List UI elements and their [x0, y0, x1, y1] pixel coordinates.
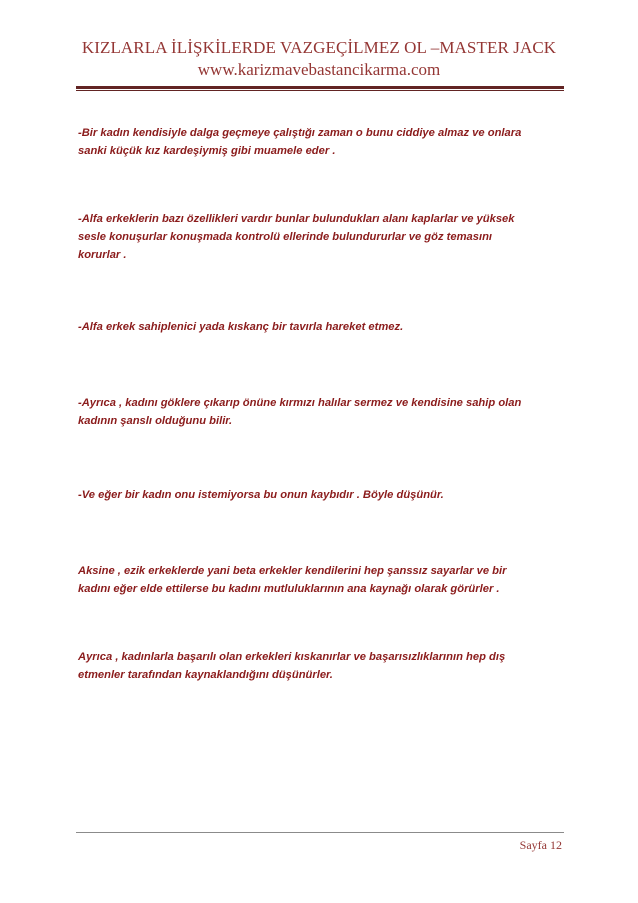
paragraph-6	[78, 562, 568, 598]
paragraph-line: korurlar .	[78, 249, 127, 261]
paragraph-5	[78, 486, 568, 504]
footer-divider	[76, 832, 564, 833]
paragraph-3	[78, 318, 568, 336]
header-divider-thick	[76, 86, 564, 89]
paragraph-7	[78, 648, 568, 684]
paragraph-line: kadının şanslı olduğunu bilir.	[78, 415, 233, 427]
paragraph-line: sesle konuşurlar konuşmada kontrolü ellerinde bulundururlar ve göz temasını	[78, 231, 493, 243]
paragraph-line: kadını eğer elde ettilerse bu kadını mutluluklarının ana kaynağı olarak görürler .	[78, 583, 500, 595]
paragraph-line: sanki küçük kız kardeşiymiş gibi muamele eder .	[78, 145, 336, 157]
paragraph-line: -Ayrıca , kadını göklere çıkarıp önüne kırmızı halılar sermez ve kendisine sahip olan	[78, 397, 522, 409]
paragraph-line: Aksine , ezik erkeklerde yani beta erkekler kendilerini hep şanssız sayarlar ve bir	[78, 565, 507, 577]
paragraph-line: -Alfa erkeklerin bazı özellikleri vardır bunlar bulundukları alanı kaplarlar ve yüksek	[78, 213, 515, 225]
paragraph-2	[78, 210, 568, 264]
paragraph-line: etmenler tarafından kaynaklandığını düşünürler.	[78, 669, 333, 681]
paragraph-4	[78, 394, 568, 430]
header-title: KIZLARLA İLİŞKİLERDE VAZGEÇİLMEZ OL –MASTER JACK	[81, 38, 557, 57]
paragraph-line: -Bir kadın kendisiyle dalga geçmeye çalıştığı zaman o bunu ciddiye almaz ve onlara	[78, 127, 522, 139]
page-number: Sayfa 12	[519, 838, 562, 852]
paragraph-line: -Ve eğer bir kadın onu istemiyorsa bu onun kaybıdır . Böyle düşünür.	[78, 489, 444, 501]
paragraph-1	[78, 124, 568, 160]
paragraph-line: Ayrıca , kadınlarla başarılı olan erkekleri kıskanırlar ve başarısızlıklarının hep dış	[78, 651, 506, 663]
header-url: www.karizmavebastancikarma.com	[197, 60, 441, 79]
paragraph-line: -Alfa erkek sahiplenici yada kıskanç bir tavırla hareket etmez.	[78, 321, 404, 333]
header-divider-thin	[76, 90, 564, 91]
